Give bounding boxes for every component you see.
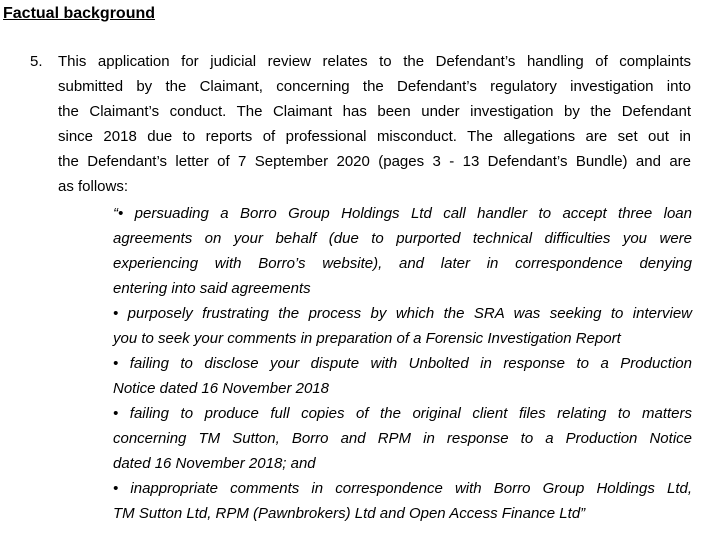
paragraph-line: the Defendant’s letter of 7 September 2020 (pages 3 - 13 Defendant’s Bundle) and are bbox=[58, 153, 691, 170]
section-heading: Factual background bbox=[3, 5, 156, 22]
quote-line: • failing to disclose your dispute with Unbolted in response to a Production bbox=[113, 355, 692, 372]
quote-line: TM Sutton Ltd, RPM (Pawnbrokers) Ltd and Open Access Finance Ltd” bbox=[113, 505, 586, 522]
quote-line: • failing to produce full copies of the original client files relating to matters bbox=[113, 405, 692, 422]
paragraph-line: the Claimant’s conduct. The Claimant has been under investigation by the Defendant bbox=[58, 103, 691, 120]
paragraph-line: submitted by the Claimant, concerning the Defendant’s regulatory investigation into bbox=[58, 78, 691, 95]
paragraph-line: as follows: bbox=[58, 178, 129, 195]
quote-line: “• persuading a Borro Group Holdings Ltd call handler to accept three loan bbox=[113, 205, 692, 222]
paragraph-line: This application for judicial review relates to the Defendant’s handling of complaints bbox=[58, 53, 691, 70]
paragraph-number: 5. bbox=[30, 53, 43, 70]
quote-line: entering into said agreements bbox=[113, 280, 311, 297]
quote-line: Notice dated 16 November 2018 bbox=[113, 380, 329, 397]
quote-line: concerning TM Sutton, Borro and RPM in response to a Production Notice bbox=[113, 430, 692, 447]
quote-line: dated 16 November 2018; and bbox=[113, 455, 316, 472]
quote-line: agreements on your behalf (due to purported technical difficulties you were bbox=[113, 230, 692, 247]
quote-line: • inappropriate comments in correspondence with Borro Group Holdings Ltd, bbox=[113, 480, 692, 497]
paragraph-line: since 2018 due to reports of professional misconduct. The allegations are set out in bbox=[58, 128, 691, 145]
quote-line: • purposely frustrating the process by which the SRA was seeking to interview bbox=[113, 305, 692, 322]
quote-line: experiencing with Borro’s website), and later in correspondence denying bbox=[113, 255, 692, 272]
quote-line: you to seek your comments in preparation of a Forensic Investigation Report bbox=[113, 330, 621, 347]
